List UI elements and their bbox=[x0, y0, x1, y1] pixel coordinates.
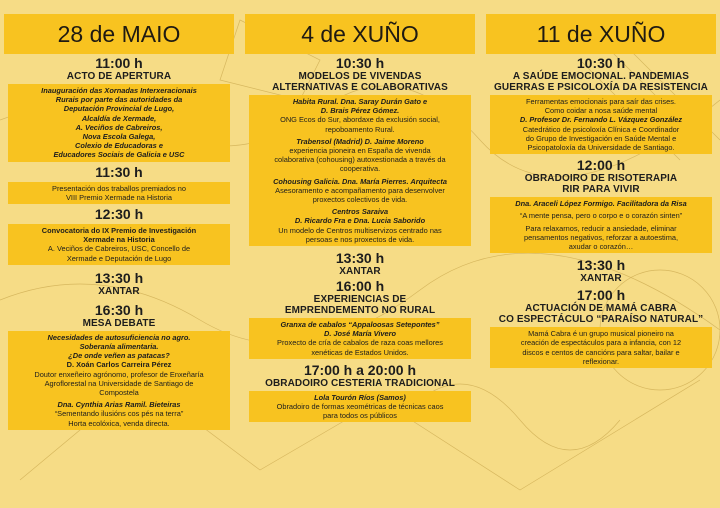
event-title: ACTO DE APERTURA bbox=[66, 71, 172, 82]
text-line: Deputación Provincial de Lugo, bbox=[63, 104, 175, 114]
event-title: EXPERIENCIAS DE bbox=[313, 294, 407, 306]
column-11-xuno bbox=[482, 0, 720, 368]
event-title: ALTERNATIVAS E COLABORATIVAS bbox=[272, 82, 448, 93]
text-line: proxectos colectivos de vida. bbox=[312, 195, 408, 205]
event-title: GUERRAS E PSICOLOXÍA DA RESISTENCIA bbox=[494, 82, 708, 93]
event-time: 12:30 h bbox=[94, 206, 144, 223]
text-line: Como coidar a nosa saúde mental bbox=[544, 106, 658, 116]
event-title: OBRADOIRO DE RISOTERAPIA bbox=[524, 173, 678, 185]
text-line: ¿De onde veñen as patacas? bbox=[68, 351, 170, 361]
event-box bbox=[8, 224, 230, 265]
event-box bbox=[249, 95, 471, 246]
event-time: 11:00 h bbox=[95, 55, 143, 71]
text-line: D. Ricardo Fra e Dna. Lucia Saborido bbox=[294, 216, 426, 226]
text-line: Obradoiro de formas xeométricas de técnicas caos bbox=[276, 402, 444, 412]
text-line: Granxa de cabalos “Appaloosas Setepontes” bbox=[280, 320, 440, 330]
event-time: 17:00 h bbox=[576, 287, 626, 304]
event-time: 17:00 h a 20:00 h bbox=[303, 361, 417, 378]
text-line: Necesidades de autosuficiencia no agro. bbox=[47, 332, 191, 342]
text-line: persoas e nos proxectos de vida. bbox=[305, 234, 415, 244]
event-title: A SAÚDE EMOCIONAL. PANDEMIAS bbox=[512, 71, 690, 82]
text-line: creación de espectáculos para a infancia, con 12 bbox=[520, 338, 682, 348]
event-time: 13:30 h bbox=[576, 257, 626, 274]
text-line: Soberanía alimentaria. bbox=[79, 342, 159, 352]
speaker-name: D. Profesor Dr. Fernando L. Vázquez González bbox=[519, 115, 683, 125]
text-line: Xermade e Deputación de Lugo bbox=[66, 253, 172, 263]
event-title: MODELOS DE VIVENDAS bbox=[298, 71, 422, 82]
text-line: Asesoramento e acompañamento para desenvolver bbox=[275, 185, 445, 195]
text-line: do Grupo de Investigación en Saúde Mental e bbox=[525, 133, 677, 143]
text-line: “Sementando ilusións cos pés na terra” bbox=[54, 409, 184, 419]
text-line: Cohousing Galicia. Dna. María Pierres. Arquitecta bbox=[273, 176, 447, 186]
text-line: A. Veciños de Cabreiros, USC, Concello de bbox=[47, 244, 191, 254]
text-line: Inauguración das Xornadas Interxeracionais bbox=[41, 86, 197, 95]
text-line: discos e centos de cancións para saltar, bailar e bbox=[522, 347, 680, 357]
text-line: ONG Ecos do Sur, abordaxe da exclusión social, bbox=[280, 115, 440, 125]
event-time: 10:30 h bbox=[576, 55, 626, 71]
text-line: Rurais por parte das autoridades da bbox=[55, 95, 183, 105]
text-line: Para relaxarnos, reducir a ansiedade, eliminar bbox=[525, 223, 677, 233]
text-line: Trabensol (Madrid) D. Jaime Moreno bbox=[296, 136, 424, 146]
quote-line: “A mente pensa, pero o corpo e o corazón sinten” bbox=[519, 211, 683, 221]
text-line: repoboamento Rural. bbox=[325, 124, 395, 134]
event-box bbox=[8, 331, 230, 430]
event-title: OBRADOIRO CESTERIA TRADICIONAL bbox=[265, 377, 455, 389]
event-box bbox=[249, 318, 471, 359]
text-line: Horta ecolóxica, venda directa. bbox=[68, 418, 170, 428]
text-line: Ferramentas emocionais para saír das crises. bbox=[526, 97, 676, 106]
event-title: RIR PARA VIVIR bbox=[562, 184, 640, 196]
text-line: Centros Saraiva bbox=[331, 207, 389, 217]
text-line: Xermade na Historia bbox=[83, 235, 155, 245]
event-box bbox=[490, 327, 712, 368]
text-line: xenéticas de Estados Unidos. bbox=[311, 347, 409, 357]
event-time: 16:00 h bbox=[335, 278, 385, 295]
speaker-name: Dna. Araceli López Formigo. Facilitadora da Risa bbox=[515, 199, 687, 209]
speaker-name: D. Xoán Carlos Carreira Pérez bbox=[66, 360, 172, 370]
text-line: cooperativa. bbox=[339, 164, 381, 174]
text-line: Mamá Cabra é un grupo musical pioneiro na bbox=[528, 329, 674, 339]
text-line: Convocatoria do IX Premio de Investigación bbox=[41, 226, 197, 236]
event-time: 10:30 h bbox=[335, 55, 385, 71]
date-header: 28 de MAIO bbox=[4, 14, 234, 54]
event-box bbox=[490, 197, 712, 253]
text-line: Proxecto de cría de cabalos de raza coas mellores bbox=[277, 338, 443, 348]
event-time: 16:30 h bbox=[94, 301, 144, 318]
column-4-xuno bbox=[241, 0, 479, 422]
event-time: 12:00 h bbox=[576, 157, 626, 174]
event-title: CO ESPECTÁCULO “PARAÍSO NATURAL” bbox=[498, 314, 704, 326]
text-line: experiencia pioneira en España de vivenda bbox=[289, 146, 431, 156]
event-title: XANTAR bbox=[580, 273, 622, 285]
event-box bbox=[8, 182, 230, 204]
text-line: A. Veciños de Cabreiros, bbox=[75, 122, 163, 132]
text-line: VIII Premio Xermade na Historia bbox=[66, 192, 172, 202]
event-time: 11:30 h bbox=[95, 163, 143, 180]
text-line: Doutor enxeñeiro agrónomo, profesor de Enxeñaría bbox=[34, 369, 204, 379]
text-line: para todos os públicos bbox=[323, 411, 397, 421]
text-line: reflexionar. bbox=[582, 356, 620, 366]
text-line: Psicopatoloxía da Universidade de Santiago. bbox=[527, 143, 675, 153]
text-line: Nova Escola Galega, bbox=[82, 132, 156, 142]
event-box bbox=[249, 391, 471, 423]
text-line: Colexio de Educadoras e bbox=[75, 141, 163, 151]
text-line: pensamentos negativos, reforzar a autoestima, bbox=[523, 232, 679, 242]
event-time: 13:30 h bbox=[94, 269, 144, 286]
text-line: colaborativa (cohousing) autoxestionada a través da bbox=[274, 155, 446, 165]
event-box bbox=[8, 84, 230, 162]
column-28-maio bbox=[0, 0, 238, 430]
event-title: MESA DEBATE bbox=[82, 317, 156, 329]
text-line: Habita Rural. Dna. Saray Durán Gato e bbox=[292, 97, 428, 106]
event-title: EMPRENDEMENTO NO RURAL bbox=[284, 305, 436, 317]
event-title: ACTUACIÓN DE MAMÁ CABRA bbox=[525, 303, 677, 315]
event-box bbox=[490, 95, 712, 154]
event-title: XANTAR bbox=[339, 266, 381, 278]
event-time: 13:30 h bbox=[335, 250, 385, 267]
date-header: 11 de XUÑO bbox=[486, 14, 716, 54]
text-line: Educadores Sociais de Galicia e USC bbox=[53, 150, 185, 160]
text-line: D. José María Vivero bbox=[323, 329, 397, 339]
event-title: XANTAR bbox=[98, 285, 140, 297]
text-line: Agroflorestal na Universidade de Santiago de bbox=[44, 378, 194, 388]
text-line: D. Brais Pérez Gómez. bbox=[320, 106, 400, 116]
text-line: Compostela bbox=[99, 388, 139, 398]
speaker-name: Dna. Cynthia Arias Ramil. Bieteiras bbox=[57, 400, 181, 410]
text-line: Presentación dos traballos premiados no bbox=[52, 183, 186, 193]
text-line: Alcaldía de Xermade, bbox=[81, 113, 157, 123]
date-header: 4 de XUÑO bbox=[245, 14, 475, 54]
text-line: Un modelo de Centros multiservizos centrado nas bbox=[278, 225, 442, 235]
text-line: Catedrático de psicoloxía Clínica e Coordinador bbox=[522, 124, 680, 134]
text-line: axudar o corazón… bbox=[568, 242, 634, 252]
text-line: Lola Tourón Ríos (Samos) bbox=[314, 392, 406, 402]
